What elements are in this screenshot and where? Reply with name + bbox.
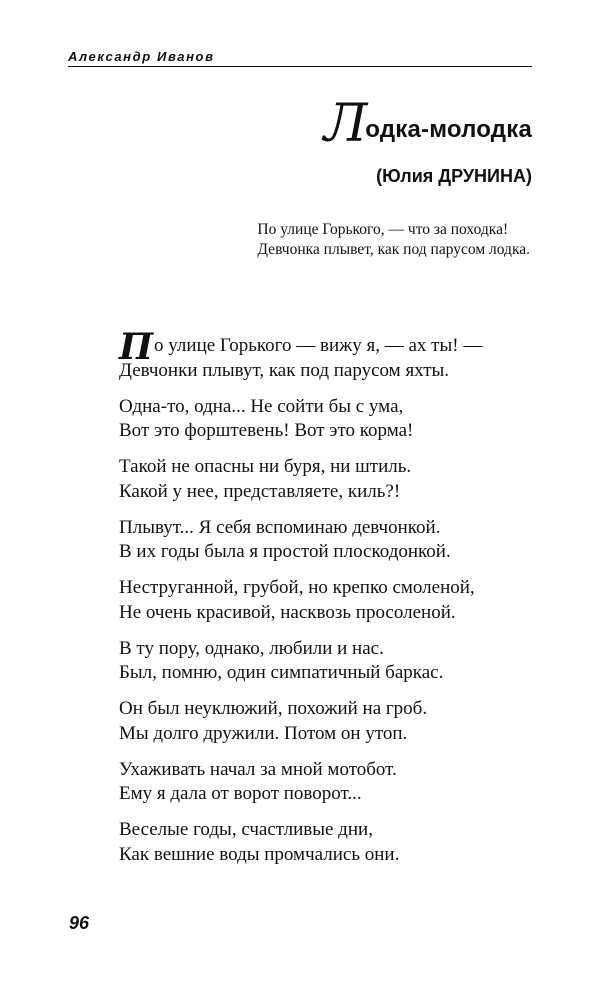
poem-line: Был, помню, один симпатичный баркас. — [119, 662, 444, 683]
poem-line: В ту пору, однако, любили и нас. — [119, 637, 384, 659]
poem-line: Ухаживать начал за мной мотобот. — [119, 758, 397, 780]
poem-line: Вот это форштевень! Вот это корма! — [119, 420, 414, 441]
poem-line: Девчонки плывут, как под парусом яхты. — [119, 359, 450, 381]
page-number: 96 — [69, 913, 90, 933]
poem-subtitle: (Юлия ДРУНИНА) — [376, 166, 532, 186]
epigraph-line: Девчонка плывет, как под парусом лодка. — [257, 241, 530, 258]
author-name: Александр Иванов — [68, 49, 215, 64]
poem-line: Ему я дала от ворот поворот... — [119, 783, 362, 804]
stanza-gap — [119, 746, 559, 758]
stanza-gap — [119, 444, 559, 456]
stanza-gap — [119, 383, 559, 395]
poem-title — [323, 94, 532, 154]
poem-line: Веселые годы, счастливые дни, — [119, 819, 373, 840]
poem-line: Он был неуклюжий, похожий на гроб. — [119, 698, 428, 719]
stanza-gap — [119, 504, 559, 516]
poem-first-line — [119, 325, 559, 368]
poem-line: Мы долго дружили. Потом он утоп. — [119, 722, 408, 744]
poem-line: Как вешние воды промчались они. — [119, 843, 400, 865]
stanza-gap — [119, 625, 559, 637]
poem-line: Не очень красивой, насквозь просоленой. — [119, 601, 456, 623]
running-header — [68, 49, 532, 67]
title-initial-letter: Л — [323, 94, 368, 154]
poem-initial-letter: П — [119, 325, 154, 368]
title-text: одка-молодка — [365, 116, 532, 143]
poem-line: Неструганной, грубой, но крепко смоленой, — [119, 577, 475, 598]
stanza-gap — [119, 565, 559, 577]
poem-line: Какой у нее, представляете, киль?! — [119, 480, 401, 502]
stanza-gap — [119, 686, 559, 698]
poem-line: Одна-то, одна... Не сойти бы с ума, — [119, 395, 404, 417]
poem-line: В их годы была я простой плоскодонкой. — [119, 541, 451, 562]
stanza-gap — [119, 807, 559, 819]
poem-body — [119, 325, 559, 867]
poem-first-line-text: о улице Горького — вижу я, — ах ты! — — [154, 335, 483, 356]
poem-lines — [119, 359, 559, 868]
poem-line: Такой не опасны ни буря, ни штиль. — [119, 456, 412, 477]
epigraph-line: По улице Горького, — что за походка! — [257, 221, 509, 238]
epigraph — [257, 220, 530, 260]
poem-line: Плывут... Я себя вспоминаю девчонкой. — [119, 516, 441, 538]
